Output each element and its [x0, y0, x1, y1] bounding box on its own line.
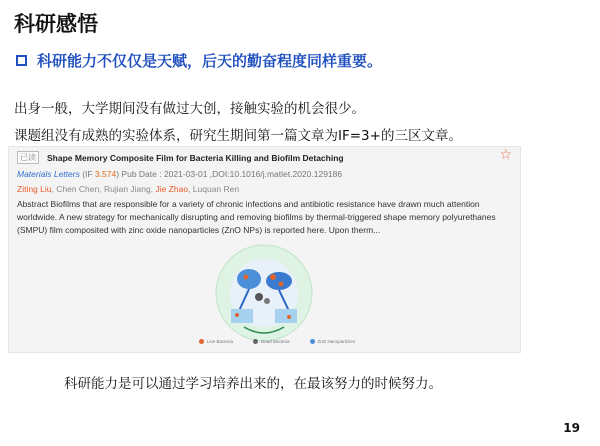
slide-caption: 科研能力是可以通过学习培养出来的，在最该努力的时候努力。: [64, 376, 442, 392]
if-prefix: (IF: [79, 169, 95, 179]
authors-middle: , Chen Chen, Rujian Jiang,: [51, 184, 156, 194]
subheading: [14, 50, 382, 71]
graphical-abstract-image: [189, 241, 339, 351]
paper-authors: [17, 184, 239, 194]
body-line: 课题组没有成熟的实验体系，研究生期间第一篇文章为IF=3+的三区文章。: [14, 128, 462, 144]
star-icon[interactable]: ☆: [499, 147, 512, 163]
journal-name[interactable]: Materials Letters: [17, 169, 80, 179]
legend-dot-icon: [253, 339, 258, 344]
page-number: 19: [563, 421, 580, 435]
read-tag: 已读: [17, 151, 39, 164]
legend-item: ZnO Nanoparticles: [310, 339, 356, 344]
graphical-abstract-legend: [199, 339, 355, 344]
legend-item: Live Bacteria: [199, 339, 233, 344]
pub-meta: ) Pub Date : 2021-03-01 ,DOI:10.1016/j.matlet.2020.129186: [116, 169, 343, 179]
paper-abstract: Abstract Biofilms that are responsible for a variety of chronic infections and antibiotic resistance have drawn much attention worldwide. A new strategy for mechanically disrupting and removing biofilms by thermal-triggered shape memory polyurethanes (SMPU) film composited with zinc oxide nanoparticles (ZnO NPs) is reported here. Upon therm...: [17, 199, 496, 235]
subheading-text: 科研能力不仅仅是天赋，后天的勤奋程度同样重要。: [37, 52, 383, 70]
authors-end: , Luquan Ren: [188, 184, 240, 194]
square-bullet-icon: [16, 55, 27, 66]
impact-factor: 3.574: [94, 169, 117, 179]
paper-header: [17, 151, 344, 164]
paper-title[interactable]: Shape Memory Composite Film for Bacteria Killing and Biofilm Detaching: [47, 152, 344, 163]
body-line: 出身一般，大学期间没有做过大创，接触实验的机会很少。: [14, 101, 365, 117]
author-highlight: Ziting Liu: [17, 184, 52, 194]
author-highlight: Jie Zhao: [155, 184, 189, 194]
paper-meta: [17, 169, 342, 179]
legend-dot-icon: [310, 339, 315, 344]
paper-screenshot: [8, 146, 521, 353]
legend-dot-icon: [199, 339, 204, 344]
legend-item: Dead Bacteria: [253, 339, 290, 344]
slide-title: 科研感悟: [14, 12, 98, 36]
